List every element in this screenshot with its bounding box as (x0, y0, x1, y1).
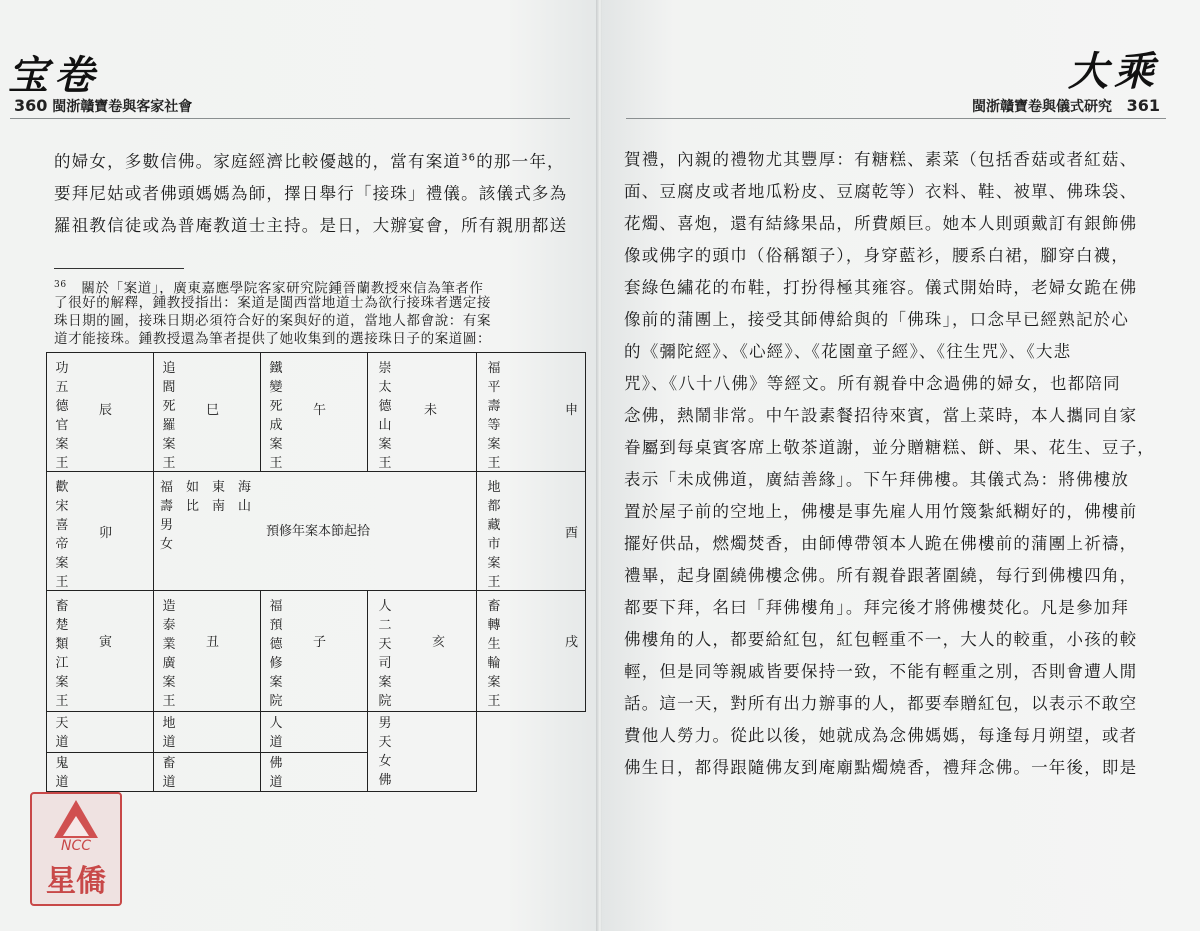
watermark-latin: NCC (60, 838, 92, 854)
body-line: 套綠色繡花的布鞋，打扮得極其雍容。儀式開始時，老婦女跪在佛 (624, 278, 1138, 297)
body-line: 像或佛字的頭巾（俗稱額子），身穿藍衫，腰系白裙，腳穿白襪， (624, 246, 1130, 265)
table-cell: 人二天司案院 亥 (367, 590, 477, 712)
table-center-cell: 福 如 東 海 壽 比 南 山 男 女 預修年案本節起拾 (153, 471, 477, 591)
body-line: 禮畢，起身圍繞佛樓念佛。所有親眷跟著圍繞，每行到佛樓四角， (624, 566, 1138, 585)
body-line: 都要下拜，名曰「拜佛樓角」。拜完後才將佛樓焚化。凡是參加拜 (624, 598, 1130, 617)
left-running-head (14, 96, 192, 116)
body-line: 面、豆腐皮或者地瓜粉皮、豆腐乾等）衣料、鞋、被單、佛珠袋、 (624, 182, 1138, 201)
body-line: 的《彌陀經》、《心經》、《花園童子經》、《往生咒》、《大悲 (624, 342, 1072, 361)
left-running-title: 閩浙贛寶卷與客家社會 (52, 99, 193, 115)
footnote-number: 36 (54, 280, 67, 290)
left-page-number: 360 (14, 96, 48, 115)
right-page (602, 0, 1200, 931)
right-body-text (624, 144, 1164, 784)
body-line: 眷屬到每桌賓客席上敬茶道謝，並分贈糖糕、餅、果、花生、豆子， (624, 438, 1155, 457)
andao-chart-table (46, 352, 586, 792)
body-line: 置於屋子前的空地上，佛樓是事先雇人用竹篾紮紙糊好的，佛樓前 (624, 502, 1138, 521)
triangle-logo-inner (63, 816, 89, 836)
body-line: 話。這一天，對所有出力辦事的人，都要奉贈紅包，以表示不敢空 (624, 694, 1138, 713)
table-cell: 歡宋喜帝案王 卯 (46, 471, 154, 591)
right-running-title: 閩浙贛寶卷與儀式研究 (971, 99, 1112, 115)
right-seal-calligraphy: 大乘 (1068, 48, 1160, 95)
footnote-line: 了很好的解釋，鍾教授指出：案道是閩西當地道士為欲行接珠者選定接 (54, 295, 492, 311)
table-cell: 人道 (260, 711, 368, 753)
left-header-rule (10, 118, 570, 119)
body-line: 賀禮，內親的禮物尤其豐厚：有糖糕、素菜（包括香菇或者紅菇、 (624, 150, 1138, 169)
body-line: 佛樓角的人，都要給紅包，紅包輕重不一，大人的較重，小孩的較 (624, 630, 1138, 649)
body-line: 念佛，熱鬧非常。中午設素餐招待來賓，當上菜時，本人攜同自家 (624, 406, 1138, 425)
left-body-text (54, 146, 574, 242)
table-cell: 鬼道 (46, 752, 154, 792)
table-cell: 畜轉生輪案王 戌 (476, 590, 586, 712)
footnote-rule (54, 268, 184, 269)
table-cell: 地道 (153, 711, 261, 753)
body-line: 佛生日，都得跟隨佛友到庵廟點燭燒香，禮拜念佛。一年後，即是 (624, 758, 1138, 777)
body-line: 表示「未成佛道，廣結善緣」。下午拜佛樓。其儀式為：將佛樓放 (624, 470, 1130, 489)
table-cell: 追閻死羅案王 巳 (153, 352, 261, 472)
table-cell: 男天女佛 (367, 711, 477, 792)
footnote-line: 珠日期的圖，接珠日期必須符合好的案與好的道，當地人都會說：有案 (54, 313, 492, 329)
table-cell: 畜道 (153, 752, 261, 792)
body-line: 羅祖教信徒或為普庵教道士主持。是日，大辦宴會，所有親朋都送 (54, 216, 568, 235)
table-cell: 地都藏市案王 酉 (476, 471, 586, 591)
body-line: 擺好供品，燃燭焚香，由師傅帶領本人跪在佛樓前的蒲團上祈禱， (624, 534, 1138, 553)
footnote-line: 道才能接珠。鍾教授還為筆者提供了她收集到的選接珠日子的案道圖： (54, 331, 492, 347)
ncc-watermark-stamp (30, 792, 122, 906)
right-page-number: 361 (1126, 96, 1160, 115)
footnote-line: $^{36}$ 關於「案道」，廣東嘉應學院客家研究院鍾晉蘭教授來信為筆者作 (54, 280, 484, 297)
footnote (54, 276, 574, 348)
table-cell: 造泰業廣案王 丑 (153, 590, 261, 712)
body-line: 要拜尼姑或者佛頭媽媽為師，擇日舉行「接珠」禮儀。該儀式多為 (54, 184, 568, 203)
body-line: 花燭、喜炮，還有結緣果品，所費頗巨。她本人則頭戴訂有銀飾佛 (624, 214, 1138, 233)
table-cell: 崇太德山案王 未 (367, 352, 477, 472)
table-cell: 鐵變死成案王 午 (260, 352, 368, 472)
left-seal-calligraphy: 宝卷 (8, 52, 100, 99)
body-line: 像前的蒲團上，接受其師傅給與的「佛珠」，口念早已經熟記於心 (624, 310, 1130, 329)
body-line: 輕，但是同等親戚皆要保持一致，不能有輕重之別，否則會遭人閒 (624, 662, 1138, 681)
body-line: 咒》、《八十八佛》等經文。所有親眷中念過佛的婦女，也都陪同 (624, 374, 1121, 393)
body-line: 的婦女，多數信佛。家庭經濟比較優越的，當有案道$^{36}$的那一年， (54, 152, 565, 171)
table-cell: 功五德官案王 辰 (46, 352, 154, 472)
right-running-head (972, 96, 1160, 116)
body-line: 費他人勞力。從此以後，她就成為念佛媽媽，每逢每月朔望，或者 (624, 726, 1138, 745)
table-cell: 天道 (46, 711, 154, 753)
table-cell: 佛道 (260, 752, 368, 792)
watermark-chinese: 星僑 (46, 864, 106, 899)
table-cell: 畜楚類江案王 寅 (46, 590, 154, 712)
right-header-rule (626, 118, 1166, 119)
table-cell: 福平壽等案王 申 (476, 352, 586, 472)
table-cell: 福預德修案院 子 (260, 590, 368, 712)
